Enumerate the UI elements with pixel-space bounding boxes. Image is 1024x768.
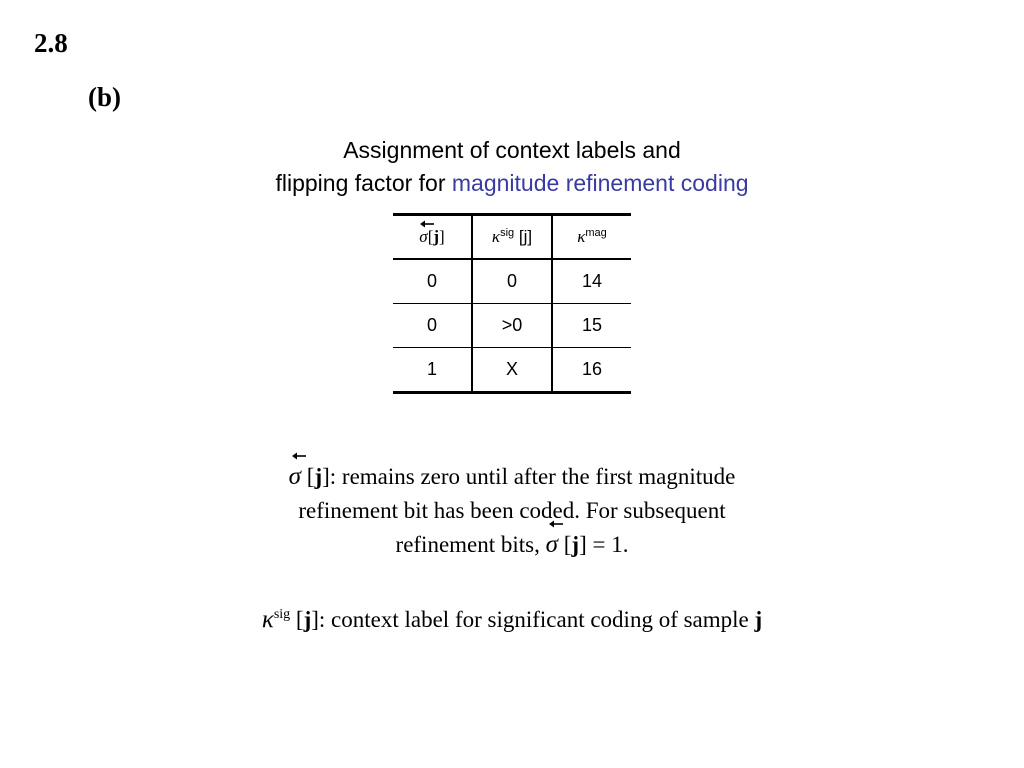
title-line-1: Assignment of context labels and: [343, 137, 681, 163]
slide-title: [0, 134, 1024, 200]
note-line-2: refinement bit has been coded. For subsequent: [298, 498, 726, 523]
table-cell: 0: [472, 259, 552, 304]
note-kappa-index: j: [303, 607, 312, 632]
table-cell: X: [472, 348, 552, 393]
note-kappa-rest: ]: context label for significant coding of sample: [311, 607, 755, 632]
sigma-symbol: [289, 460, 301, 494]
note-line-3-suffix: ] = 1.: [579, 532, 629, 557]
note-line-3-prefix: refinement bits,: [395, 532, 546, 557]
note-line-1-rest: ]: remains zero until after the first magnitude: [322, 464, 736, 489]
table-row: [393, 259, 631, 304]
header-bracket-close: ]: [439, 227, 445, 246]
left-arrow-icon: [548, 520, 564, 528]
table-cell: 1: [393, 348, 472, 393]
sigma-glyph: σ: [419, 227, 428, 246]
table-row: [393, 304, 631, 348]
header-index: j: [433, 227, 440, 246]
table-cell: 15: [552, 304, 631, 348]
kappa-definition-note: [0, 598, 1024, 637]
table-cell: 16: [581, 359, 603, 379]
kappa-symbol: κ: [577, 227, 586, 246]
sigma-glyph: σ: [545, 531, 558, 558]
table-row: [393, 348, 631, 393]
header-kappa-sig: [472, 215, 552, 260]
sigma-glyph: σ: [288, 463, 302, 490]
note-line-3-bracket-open: [: [563, 532, 572, 557]
header-sigma-j: [393, 215, 472, 260]
note-line-1: [0, 460, 1024, 494]
table-cell: 14: [552, 259, 631, 304]
section-number: 2.8: [34, 28, 68, 58]
note-kappa-sample: j: [754, 607, 763, 632]
kappa-symbol: κ: [491, 227, 501, 246]
sigma-definition-note: [0, 460, 1024, 562]
table-cell: 0: [393, 259, 472, 304]
note-index: j: [314, 464, 323, 489]
sigma-symbol: [546, 528, 558, 562]
header-col2-suffix: [j]: [514, 227, 533, 246]
context-label-table: [393, 213, 631, 394]
kappa-sup-mag: mag: [585, 227, 607, 239]
kappa-sup-sig: sig: [273, 607, 291, 622]
note-line-3: [0, 528, 1024, 562]
kappa-sup-sig: sig: [500, 227, 515, 239]
part-label: (b): [88, 82, 121, 112]
table-cell: 0: [393, 304, 472, 348]
table-header-row: [393, 215, 631, 260]
title-line-2: [0, 167, 1024, 200]
note-kappa-bracket-open: [: [290, 607, 304, 632]
header-kappa-mag: [552, 215, 631, 260]
note-line-3-index: j: [571, 532, 580, 557]
header-bracket-open: [: [427, 227, 434, 246]
left-arrow-icon: [291, 452, 307, 460]
title-line-2-prefix: flipping factor for: [275, 170, 452, 196]
left-arrow-icon: [420, 220, 434, 228]
note-bracket-open: [: [306, 464, 315, 489]
table-cell: >0: [472, 304, 552, 348]
kappa-symbol: κ: [261, 606, 274, 633]
title-accent-text: magnitude refinement coding: [451, 170, 749, 196]
sigma-symbol: [419, 227, 427, 247]
